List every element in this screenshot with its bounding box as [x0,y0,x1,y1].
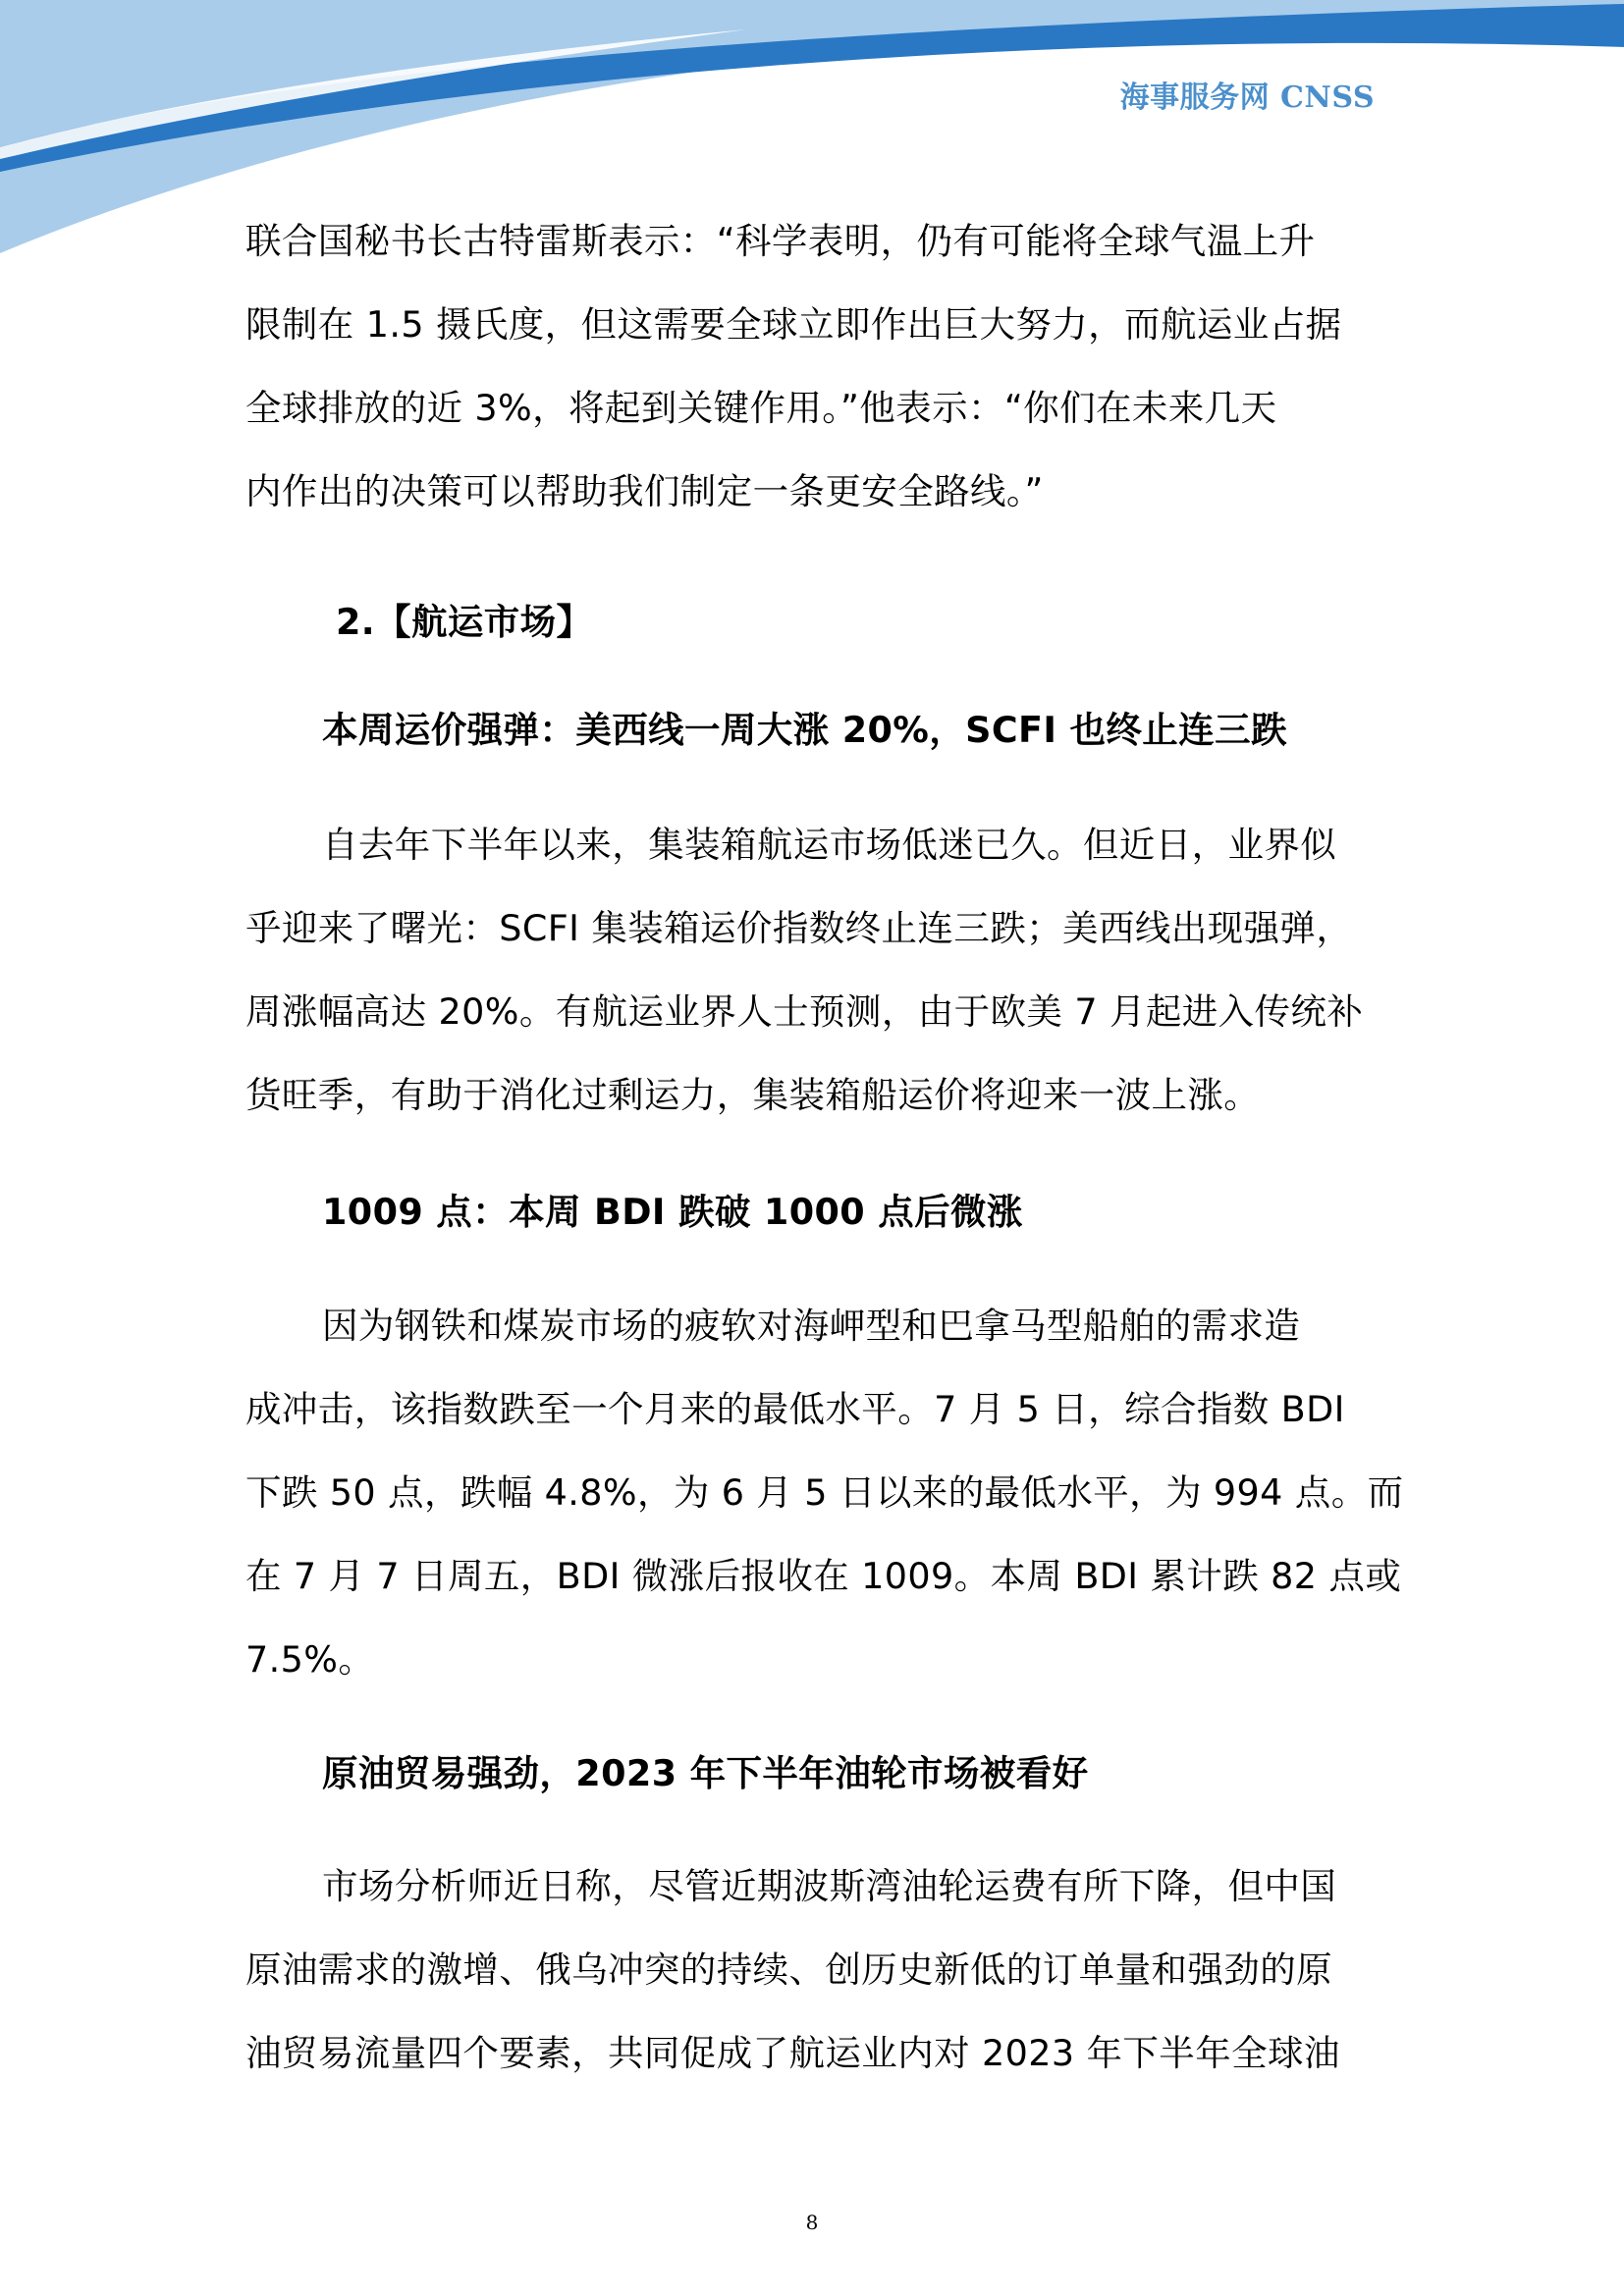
paragraph-line: 因为钢铁和煤炭市场的疲软对海岬型和巴拿马型船舶的需求造 [322,1305,1301,1347]
header-brand: 海事服务网 CNSS [1119,80,1375,115]
paragraph-line: 市场分析师近日称，尽管近期波斯湾油轮运费有所下降，但中国 [322,1865,1337,1907]
paragraph-line: 自去年下半年以来，集装箱航运市场低迷已久。但近日，业界似 [322,824,1337,866]
section-title: 2.【航运市场】 [336,601,593,643]
paragraph-line: 联合国秘书长古特雷斯表示：“科学表明，仍有可能将全球气温上升 [245,220,1316,262]
paragraph-line: 内作出的决策可以帮助我们制定一条更安全路线。” [245,470,1044,512]
paragraph-line: 货旺季，有助于消化过剩运力，集装箱船运价将迎来一波上涨。 [245,1074,1261,1116]
paragraph-line: 油贸易流量四个要素，共同促成了航运业内对 2023 年下半年全球油 [245,2032,1340,2074]
paragraph-line: 乎迎来了曙光：SCFI 集装箱运价指数终止连三跌；美西线出现强弹， [245,907,1353,949]
article-title: 原油贸易强劲，2023 年下半年油轮市场被看好 [322,1752,1089,1794]
paragraph-line: 下跌 50 点，跌幅 4.8%，为 6 月 5 日以来的最低水平，为 994 点。而 [245,1471,1404,1514]
article-title: 1009 点：本周 BDI 跌破 1000 点后微涨 [322,1191,1023,1233]
paragraph-line: 全球排放的近 3%，将起到关键作用。”他表示：“你们在未来几天 [245,387,1277,429]
paragraph-line: 限制在 1.5 摄氏度，但这需要全球立即作出巨大努力，而航运业占据 [245,303,1342,346]
paragraph-line: 7.5%。 [245,1638,375,1681]
paragraph-line: 原油需求的激增、俄乌冲突的持续、创历史新低的订单量和强劲的原 [245,1949,1332,1991]
paragraph-line: 周涨幅高达 20%。有航运业界人士预测，由于欧美 7 月起进入传统补 [245,990,1364,1033]
paragraph-line: 成冲击，该指数跌至一个月来的最低水平。7 月 5 日，综合指数 BDI [245,1388,1345,1430]
article-title: 本周运价强弹：美西线一周大涨 20%，SCFI 也终止连三跌 [322,709,1287,751]
header-banner [0,0,1624,255]
page-number: 8 [805,2211,819,2234]
paragraph-line: 在 7 月 7 日周五，BDI 微涨后报收在 1009。本周 BDI 累计跌 82 点或 [245,1555,1402,1597]
